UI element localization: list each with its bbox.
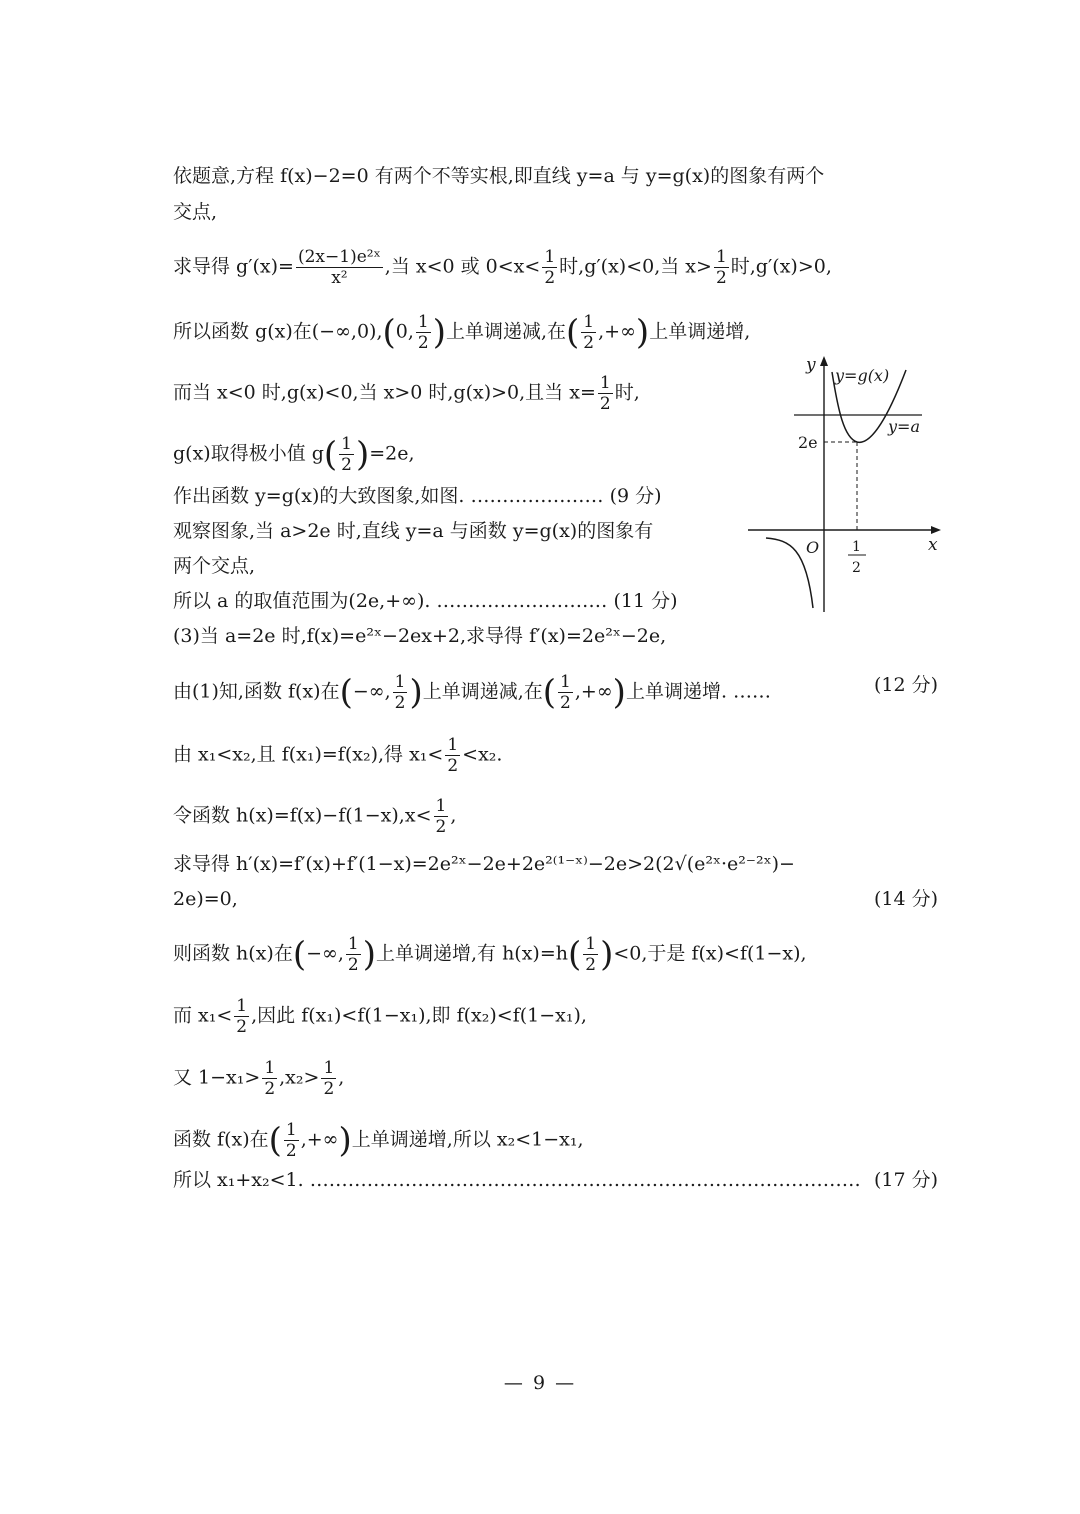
x-axis-arrow <box>931 526 941 534</box>
min-value-label: 2e <box>798 433 818 452</box>
text-line-19: 又 1−x₁> $\frac{1}{2}$ ,x₂> $\frac{1}{2}$ , <box>173 1058 345 1099</box>
score-17: (17 分) <box>873 1169 938 1191</box>
y-axis-label: y <box>806 355 816 375</box>
text-line-8: 观察图象,当 a>2e 时,直线 y=a 与函数 y=g(x)的图象有 <box>173 520 654 542</box>
text-line-16: 2e)=0, <box>173 888 238 910</box>
page-number: — 9 — <box>503 1372 577 1394</box>
text-line-3: 求导得 g′(x)= $\frac{\text{(2x−1)e²ˣ}}{\text{x²}}$ ,当 x<0 或 0<x< $\frac{1}{2}$ 时,g′(x)<0,当 x> $\frac{1}{2}$ 时,g′(x)>0, <box>173 247 832 288</box>
line-label: y=a <box>888 417 920 436</box>
x-tick-numerator: 1 <box>852 539 861 555</box>
score-14: (14 分) <box>873 888 938 910</box>
text-line-7: 作出函数 y=g(x)的大致图象,如图. ………………… (9 分) <box>173 485 662 507</box>
text-line-6: g(x)取得极小值 g( $\frac{1}{2}$ )=2e, <box>173 434 415 475</box>
x-axis-label: x <box>928 535 938 555</box>
x-tick-denominator: 2 <box>852 560 861 576</box>
score-12: (12 分) <box>873 674 938 696</box>
text-line-14: 令函数 h(x)=f(x)−f(1−x),x< $\frac{1}{2}$ , <box>173 796 457 837</box>
text-line-2: 交点, <box>173 201 218 223</box>
function-graph <box>740 350 950 615</box>
text-line-9: 两个交点, <box>173 555 256 577</box>
fraction-half: $\frac{1}{2}$ <box>715 247 727 288</box>
text-line-4: 所以函数 g(x)在(−∞,0),(0, $\frac{1}{2}$ )上单调递减,在( $\frac{1}{2}$ ,+∞)上单调递增, <box>173 312 751 353</box>
derivative-fraction: $\frac{\text{(2x−1)e²ˣ}}{\text{x²}}$ <box>297 247 381 288</box>
text-line-10: 所以 a 的取值范围为(2e,+∞). ……………………… (11 分) <box>173 590 678 612</box>
text-line-11: (3)当 a=2e 时,f(x)=e²ˣ−2ex+2,求导得 f′(x)=2e²ˣ−2e, <box>173 625 667 647</box>
text-line-12: 由(1)知,函数 f(x)在(−∞, $\frac{1}{2}$ )上单调递减,在( $\frac{1}{2}$ ,+∞)上单调递增. …… <box>173 672 772 713</box>
text-line-20: 函数 f(x)在( $\frac{1}{2}$ ,+∞)上单调递增,所以 x₂<1−x₁, <box>173 1120 584 1161</box>
text-line-18: 而 x₁< $\frac{1}{2}$ ,因此 f(x₁)<f(1−x₁),即 f(x₂)<f(1−x₁), <box>173 996 587 1037</box>
text-line-17: 则函数 h(x)在(−∞, $\frac{1}{2}$ )上单调递增,有 h(x)=h( $\frac{1}{2}$ )<0,于是 f(x)<f(1−x), <box>173 934 807 975</box>
fraction-half: $\frac{1}{2}$ <box>544 247 556 288</box>
text-line-15: 求导得 h′(x)=f′(x)+f′(1−x)=2e²ˣ−2e+2e²⁽¹⁻ˣ⁾−2e>2(2√(e²ˣ·e²⁻²ˣ)− <box>173 853 795 875</box>
text-line-13: 由 x₁<x₂,且 f(x₁)=f(x₂),得 x₁< $\frac{1}{2}$ <x₂. <box>173 735 503 776</box>
text-line-21: 所以 x₁+x₂<1. …………………………………………………………………………… <box>173 1169 861 1191</box>
y-axis-arrow <box>820 356 828 366</box>
text-line-5: 而当 x<0 时,g(x)<0,当 x>0 时,g(x)>0,且当 x= $\frac{1}{2}$ 时, <box>173 373 640 414</box>
curve-label: y=g(x) <box>835 366 890 385</box>
origin-label: O <box>806 538 820 557</box>
text-line-1: 依题意,方程 f(x)−2=0 有两个不等实根,即直线 y=a 与 y=g(x)的图象有两个 <box>173 165 825 187</box>
